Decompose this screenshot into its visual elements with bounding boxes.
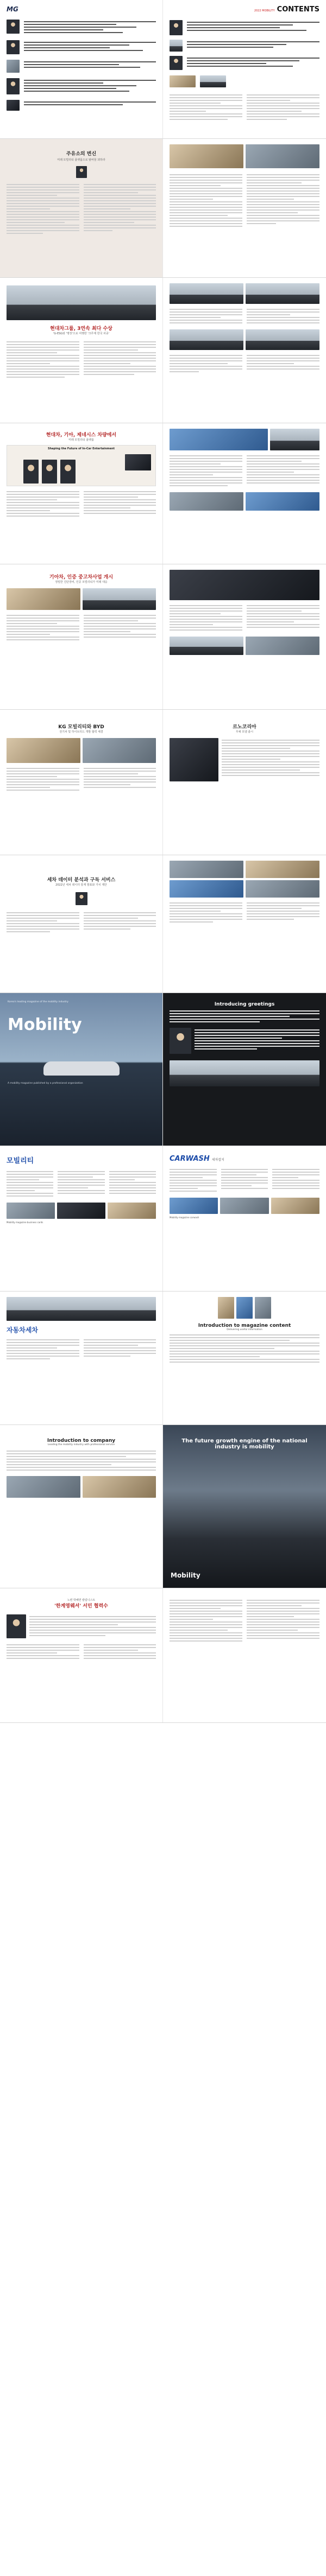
carwash-photo [170, 861, 243, 878]
magazine-content-page [163, 1292, 326, 1424]
mobility-cover-page [0, 993, 163, 1146]
carwash-photo [246, 861, 319, 878]
cover-small-text: Korea's leading magazine of the mobility industry [8, 1001, 68, 1003]
building-photo [7, 1297, 156, 1321]
magazine-title: Introduction to magazine content [198, 1323, 291, 1328]
data-right-page [163, 855, 326, 993]
contents-left-page [0, 0, 163, 138]
display-photo [246, 492, 319, 511]
article-thumbnail [200, 75, 226, 87]
carwash-photo [246, 880, 319, 898]
contributor-photo [7, 100, 20, 111]
columnist-photo [7, 1614, 26, 1638]
used-car-title: 기아차, 인증 중고차사업 개시 [49, 575, 114, 580]
carwash-caption: Mobility magazine carwash [170, 1216, 199, 1219]
greetings-title: Introducing greetings [214, 1002, 275, 1007]
editorial-title: 주유소의 변신 [66, 151, 97, 157]
display-photo [170, 492, 243, 511]
greetings-page [163, 993, 326, 1146]
car-photo [170, 329, 243, 350]
car-photo [170, 637, 243, 655]
contributor-photo [7, 60, 20, 73]
car-photo [170, 1060, 319, 1086]
company-page [0, 1425, 163, 1588]
cover-car [43, 1061, 120, 1076]
article-thumbnail [170, 40, 183, 52]
used-car-subtitle: 정밀한 진단장비, 인증 모빌리티가 미래 대응 [55, 581, 108, 584]
carwash-logo-suffix: 세차잡지 [211, 1158, 224, 1162]
future-page [163, 1425, 326, 1588]
future-mark: Mobility [171, 1572, 200, 1579]
closing-left-page [0, 1588, 163, 1722]
byd-left-page [0, 710, 163, 855]
carwash-photo [170, 880, 243, 898]
award-right-page [163, 278, 326, 423]
data-left-page [0, 855, 163, 993]
byd-title: KG 모빌리티와 BYD [58, 724, 104, 730]
renault-right-page [163, 710, 326, 855]
award-subtitle: 'G-ESG와 '명장'으로 여행한 '크루제 한국 차종' [53, 332, 110, 335]
closing-right-page [163, 1588, 326, 1722]
showroom-photo [7, 588, 80, 610]
signing-photo [7, 738, 80, 763]
article-thumbnail [170, 75, 196, 87]
cover-caption: A mobility magazine published by a professional organization [8, 1082, 83, 1085]
closing-spread [0, 1588, 326, 1723]
closing-kicker: 노련 박혜연 칼럼니스트 [67, 1599, 96, 1602]
presenter-photo [170, 570, 319, 600]
company-title: Introduction to company [47, 1438, 116, 1443]
byd-renault-spread [0, 710, 326, 855]
data-subtitle: 2022년 세차 데이터 통계 발표와 가치 제안 [55, 883, 107, 887]
incar-spread [0, 423, 326, 564]
data-title: 세차 데이터 분석과 구독 서비스 [47, 877, 116, 883]
company-subtitle: Leading the mobility industry with professional service [47, 1443, 115, 1446]
magazine-spread [0, 1292, 326, 1425]
car-photo [270, 429, 319, 450]
magazine-subtitle: Delivering useful information [227, 1328, 262, 1331]
infotainment-photo [170, 429, 268, 450]
incar-title: 현대차, 기아, 제네시스 차량에서 [46, 432, 117, 438]
signing-photo [83, 738, 156, 763]
contents-right-page [163, 0, 326, 138]
contributor-photo [7, 40, 20, 54]
editor-portrait [76, 166, 87, 178]
future-title: The future growth engine of the national industry is mobility [181, 1438, 308, 1450]
cover-title: Mobility [8, 1015, 82, 1034]
company-spread [0, 1425, 326, 1588]
incar-left-page [0, 423, 163, 564]
mobility-cover-spread [0, 993, 326, 1146]
editorial-subtitle: 미래 모빌리티 플랫폼으로 탈바꿈 꾀하라 [57, 158, 105, 162]
mobility-brand-mark: 모빌리티 [7, 1157, 34, 1165]
editorial-spread [0, 139, 326, 278]
speaker-photo [76, 892, 87, 905]
car-photo [246, 283, 319, 304]
contributor-photo [170, 56, 183, 70]
car-photo [170, 283, 243, 304]
award-car-photo [7, 285, 156, 320]
brand-spread [0, 1146, 326, 1292]
contents-heading: CONTENTS [277, 5, 319, 14]
editorial-right-page [163, 139, 326, 277]
contents-kicker: 2022 MOBILITY [254, 9, 275, 12]
car-photo [246, 637, 319, 655]
closing-title: '한계영웨셔' 서민 협력수 [54, 1604, 108, 1609]
carwash-logo: CARWASH [170, 1155, 210, 1163]
brand-page [0, 1146, 163, 1291]
used-car-spread [0, 564, 326, 710]
incar-banner-text: Shaping the Future of In-Car Entertainment [48, 447, 115, 450]
used-car-left-page [0, 564, 163, 709]
byd-subtitle: 전기차 및 하이브리드 개발 협력 체결 [59, 730, 103, 734]
brand-2-page [0, 1292, 163, 1424]
award-title: 현대차그룹, 3연속 최다 수상 [50, 326, 112, 332]
ceo-photo [170, 1028, 191, 1054]
editorial-left-page [0, 139, 163, 277]
car-photo [83, 588, 156, 610]
tire-photo [170, 738, 218, 781]
card-caption: Mobility magazine business cards [7, 1221, 43, 1224]
car-photo [246, 329, 319, 350]
data-spread [0, 855, 326, 993]
carwash-page [163, 1146, 326, 1291]
brand-2-mark: 자동차세차 [7, 1326, 38, 1334]
renault-title: 르노코리아 [233, 724, 256, 730]
incar-banner-photo [7, 445, 156, 486]
incar-subtitle: 미래 모빌리티 플랫폼 [68, 438, 94, 442]
contributor-photo [170, 20, 183, 35]
award-spread [0, 278, 326, 423]
contributor-photo [7, 78, 20, 94]
incar-right-page [163, 423, 326, 564]
magazine-logo: MG [7, 5, 18, 13]
used-car-right-page [163, 564, 326, 709]
contents-spread [0, 0, 326, 139]
renault-subtitle: 무채 모델 출시 [235, 730, 254, 734]
contributor-photo [7, 20, 20, 34]
award-left-page [0, 278, 163, 423]
station-photo [170, 144, 243, 168]
station-photo [246, 144, 319, 168]
